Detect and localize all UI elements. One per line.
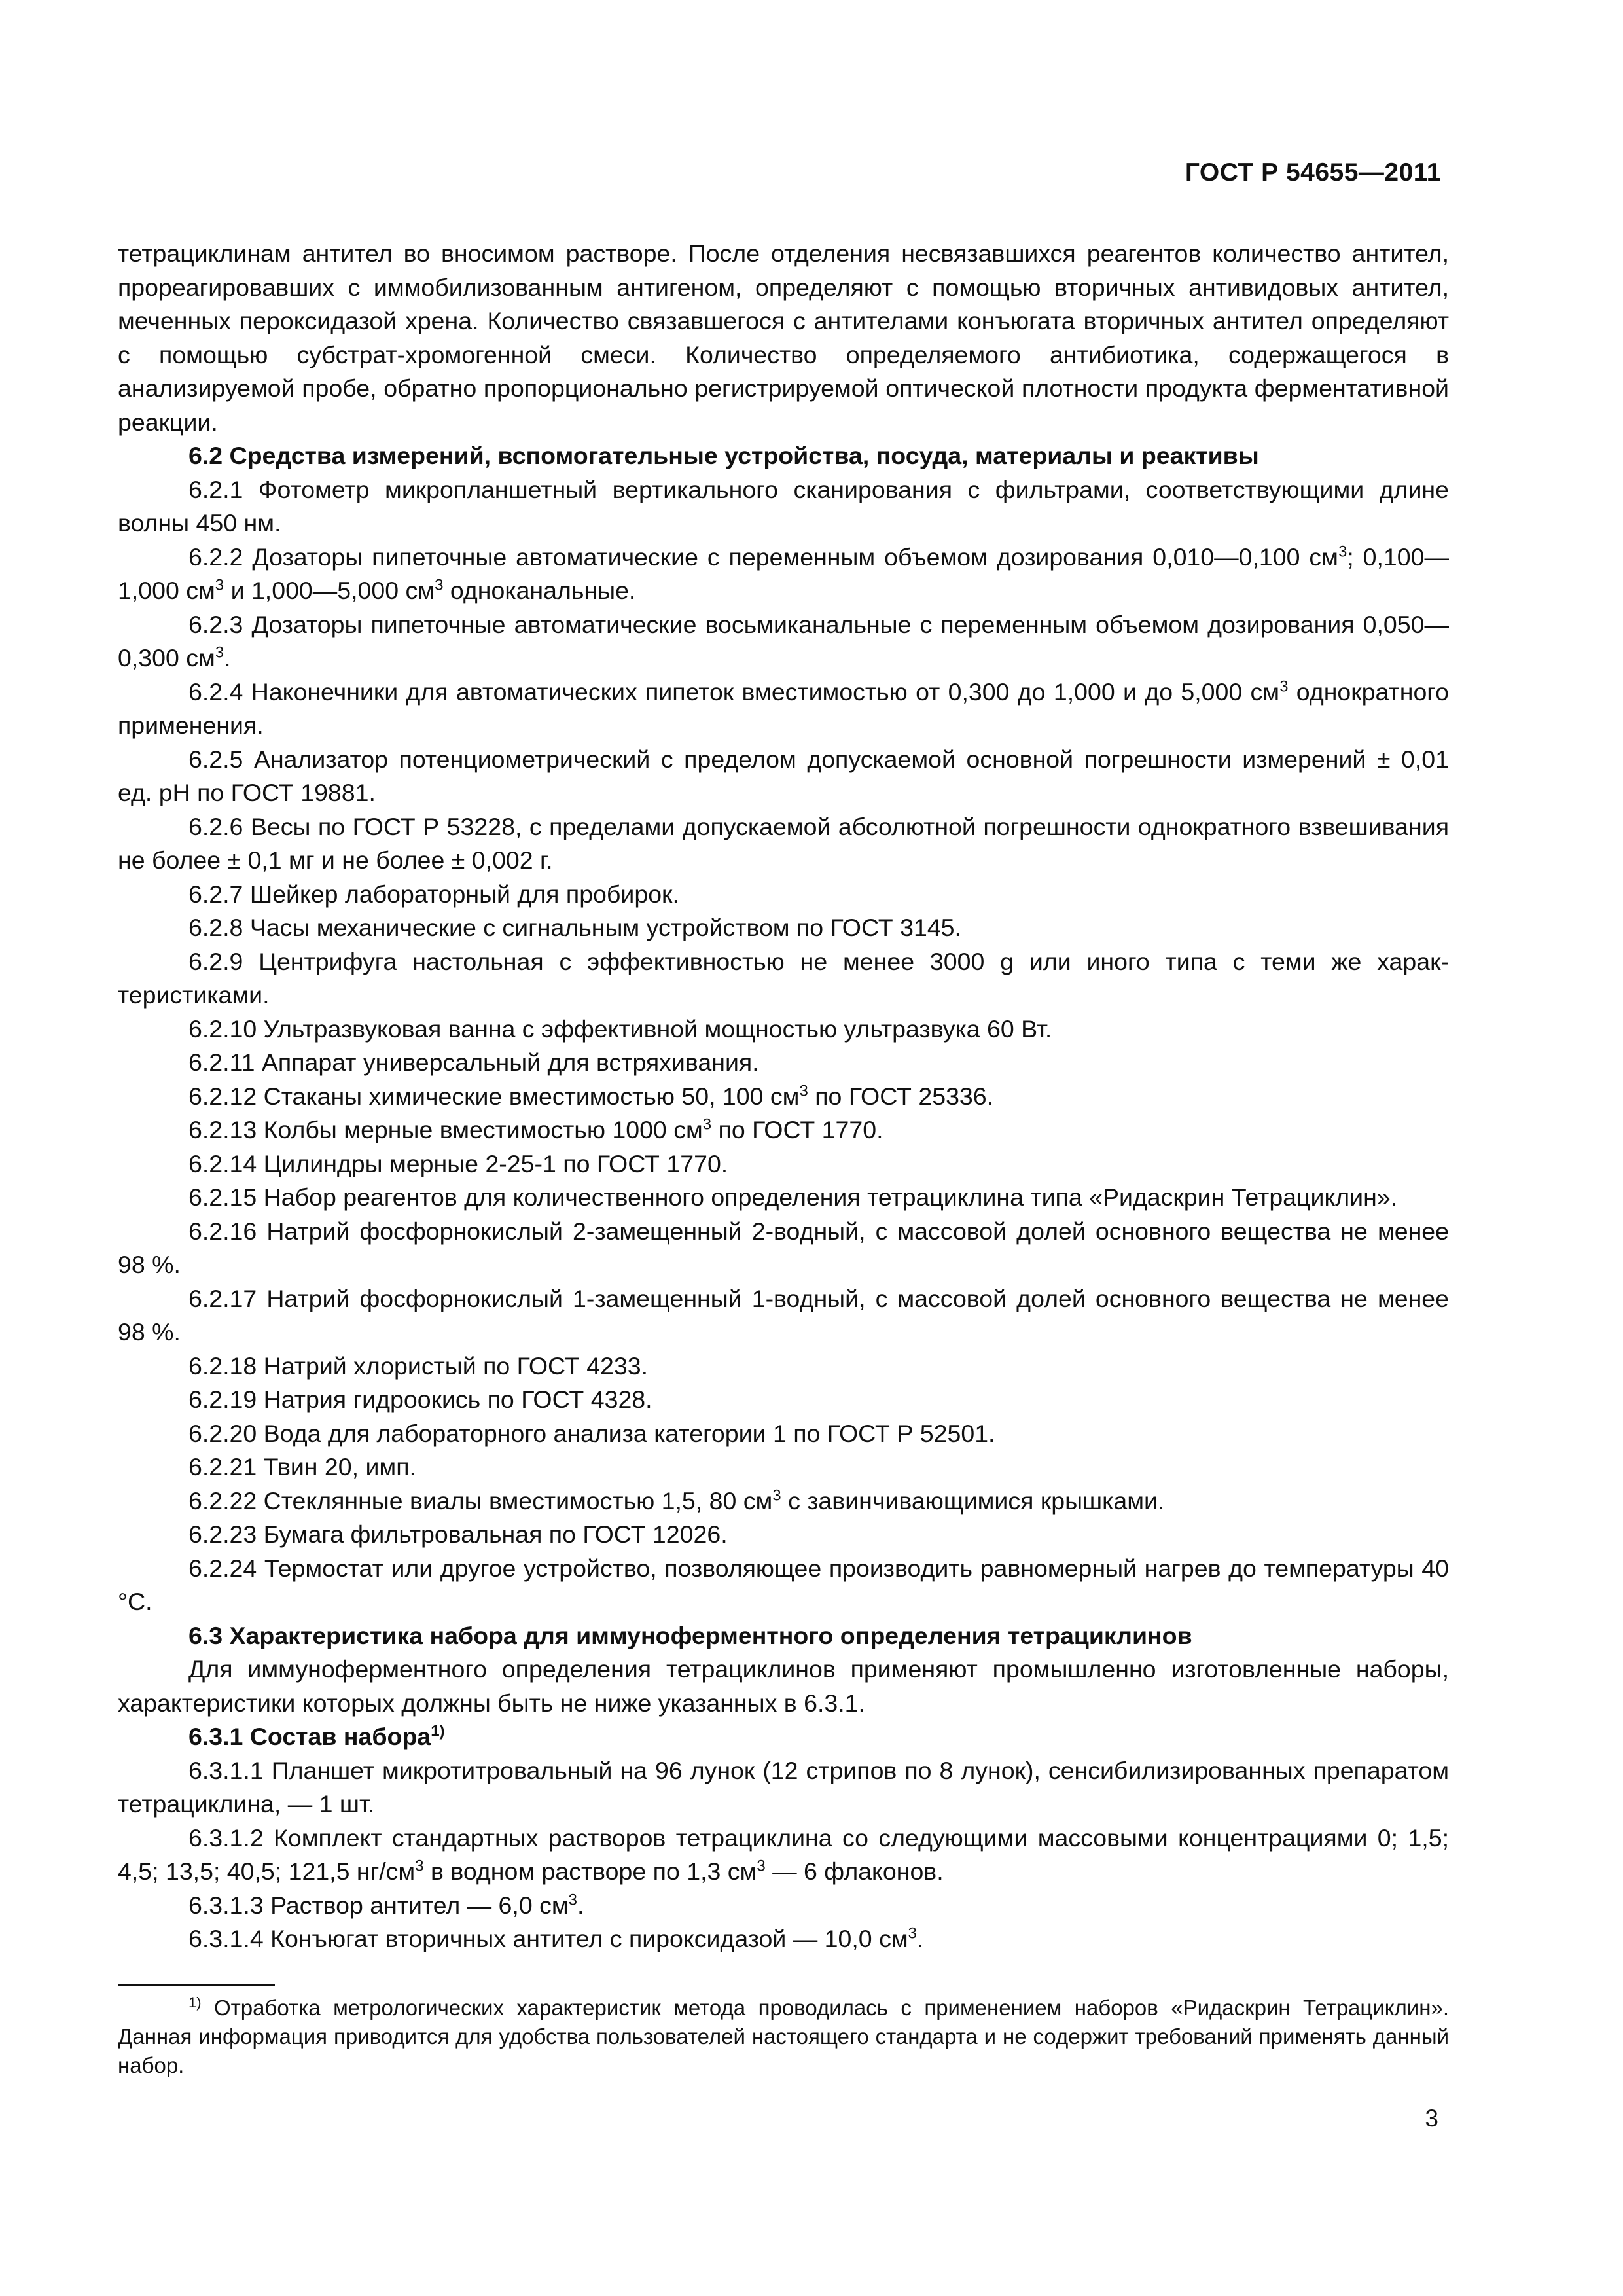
footnote-1: $^{1)}$ Отработка метрологических характеристик метода проводилась с применением наборов «Ридаскрин Тетрациклин». Данная информация приводится для удобства пользователей настоящего стандарта и не содержит требований применять данный набор. (118, 1994, 1449, 2077)
item-6-2-9: 6.2.9 Центрифуга настольная с эффективностью не менее 3000 g или иного типа с теми же характеристиками. (118, 947, 1449, 1009)
item-6-2-18: 6.2.18 Натрий хлористый по ГОСТ 4233. (188, 1352, 649, 1380)
item-6-2-5: 6.2.5 Анализатор потенциометрический с пределом допускаемой основной погрешности измерений ± 0,01 ед. pH по ГОСТ 19881. (118, 745, 1449, 806)
item-6-2-23: 6.2.23 Бумага фильтровальная по ГОСТ 12026. (188, 1520, 728, 1548)
item-6-2-17: 6.2.17 Натрий фосфорнокислый 1-замещенный 1-водный, с массовой долей основного вещества не менее 98 %. (118, 1284, 1449, 1346)
item-6-3-1-1: 6.3.1.1 Планшет микротитровальный на 96 лунок (12 стрипов по 8 лунок), сенсибилизированных препаратом тетрациклина, — 1 шт. (118, 1756, 1449, 1818)
item-6-2-24: 6.2.24 Термостат или другое устройство, позволяющее производить равномерный нагрев до температуры 40 °С. (118, 1554, 1449, 1615)
item-6-2-10: 6.2.10 Ультразвуковая ванна с эффективной мощностью ультразвука 60 Вт. (188, 1014, 1052, 1043)
subsection-heading-6-3-1: 6.3.1 Состав набора$^{1)}$ (188, 1722, 445, 1750)
intro-paragraph: тетрациклинам антител во вносимом растворе. После отделения несвязавшихся реагентов количество антител, прореагировавших с иммобилизованным антигеном, определяют с помощью вторичных антивидовых антител, меченных пероксидазой хрена. Количество связавшегося с антителами конъюгата вторичных антител определяют с помощью субстрат-хромогенной смеси. Количество определяемого антибиотика, содержащегося в анализируемой пробе, обратно пропорционально регистрируемой оптической плотности продукта ферментативной реакции. (118, 240, 1449, 436)
item-6-2-12: 6.2.12 Стаканы химические вместимостью 50, 100 $см^3$ по ГОСТ 25336. (188, 1082, 994, 1110)
page-number: 3 (1425, 2105, 1438, 2132)
item-6-2-4: 6.2.4 Наконечники для автоматических пипеток вместимостью от 0,300 до 1,000 и до 5,000 $см^3$ однократного применения. (118, 677, 1450, 739)
section-heading-6-3: 6.3 Характеристика набора для иммуноферментного определения тетрациклинов (188, 1621, 1192, 1649)
main-text (118, 237, 1449, 1956)
item-6-2-1: 6.2.1 Фотометр микропланшетный вертикального сканирования с фильтрами, соответствующими длине волны 450 нм. (118, 475, 1449, 537)
footnote-reference[interactable]: 1) (431, 1722, 445, 1740)
item-6-3-1-3: 6.3.1.3 Раствор антител — 6,0 $см^3$. (188, 1891, 584, 1919)
item-6-2-7: 6.2.7 Шейкер лабораторный для пробирок. (188, 880, 679, 908)
item-6-2-6: 6.2.6 Весы по ГОСТ Р 53228, с пределами допускаемой абсолютной погрешности однократного взвешивания не более ± 0,1 мг и не более ± 0,002 г. (118, 812, 1449, 874)
item-6-2-2: 6.2.2 Дозаторы пипеточные автоматические с переменным объемом дозирования 0,010—0,100 $см^3$; 0,100—1,000 $см^3$ и 1,000—5,000 $см^3$ одноканальные. (118, 543, 1449, 604)
item-6-2-19: 6.2.19 Натрия гидроокись по ГОСТ 4328. (188, 1386, 652, 1413)
item-6-2-14: 6.2.14 Цилиндры мерные 2-25-1 по ГОСТ 1770. (188, 1149, 728, 1177)
item-6-2-8: 6.2.8 Часы механические с сигнальным устройством по ГОСТ 3145. (188, 914, 961, 941)
section-heading-6-2: 6.2 Средства измерений, вспомогательные устройства, посуда, материалы и реактивы (188, 442, 1259, 469)
item-6-2-11: 6.2.11 Аппарат универсальный для встряхивания. (188, 1049, 759, 1076)
item-6-2-3: 6.2.3 Дозаторы пипеточные автоматические восьмиканальные с переменным объемом дозирования 0,050—0,300 $см^3$. (118, 610, 1449, 672)
footnote-divider (118, 1984, 275, 1986)
standard-number-header: ГОСТ Р 54655—2011 (1185, 158, 1441, 187)
item-6-2-13: 6.2.13 Колбы мерные вместимостью 1000 $см^3$ по ГОСТ 1770. (188, 1115, 883, 1143)
footnote-marker: 1) (188, 1994, 202, 2011)
section-6-3-paragraph: Для иммуноферментного определения тетрациклинов применяют промышленно изготовленные наборы, характеристики которых должны быть не ниже указанных в 6.3.1. (118, 1655, 1449, 1717)
item-6-2-16: 6.2.16 Натрий фосфорнокислый 2-замещенный 2-водный, с массовой долей основного вещества не менее 98 %. (118, 1217, 1449, 1278)
item-6-2-20: 6.2.20 Вода для лабораторного анализа категории 1 по ГОСТ Р 52501. (188, 1419, 995, 1447)
footnote-area (118, 1984, 1449, 2080)
item-6-2-21: 6.2.21 Твин 20, имп. (188, 1453, 416, 1480)
item-6-2-15: 6.2.15 Набор реагентов для количественного определения тетрациклина типа «Ридаскрин Тетрациклин». (188, 1183, 1398, 1211)
item-6-3-1-2: 6.3.1.2 Комплект стандартных растворов тетрациклина со следующими массовыми концентрациями 0; 1,5; 4,5; 13,5; 40,5; 121,5 $нг/см^3$ в водном растворе по 1,3 $см^3$ — 6 флаконов. (118, 1823, 1449, 1885)
item-6-2-22: 6.2.22 Стеклянные виалы вместимостью 1,5, 80 $см^3$ с завинчивающимися крышками. (188, 1486, 1165, 1515)
item-6-3-1-4: 6.3.1.4 Конъюгат вторичных антител с пироксидазой — 10,0 $см^3$. (188, 1924, 924, 1952)
